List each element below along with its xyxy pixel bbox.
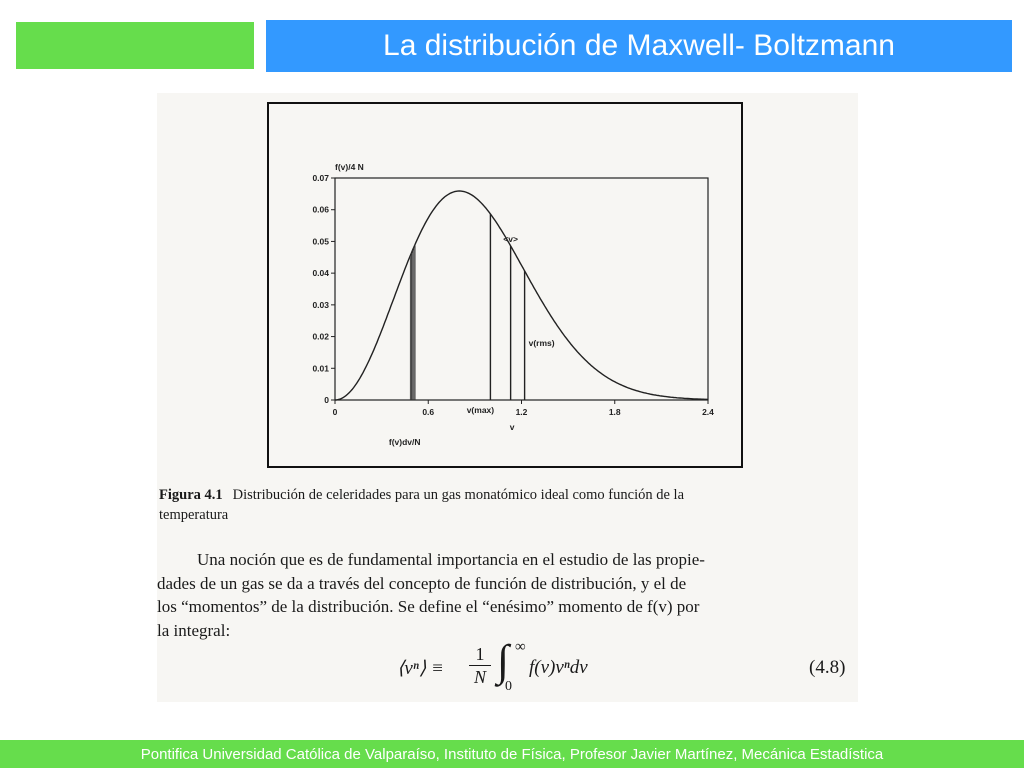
caption-line-2: temperatura xyxy=(159,507,229,523)
vmean-label: <v> xyxy=(503,233,518,244)
formula-rhs: f(v)vⁿdv xyxy=(529,657,588,678)
formula-numerator: 1 xyxy=(469,643,491,666)
footer-bar xyxy=(0,740,1024,768)
y-tick-label: 0.02 xyxy=(312,331,329,342)
body-paragraph xyxy=(157,548,705,642)
chart-frame xyxy=(268,103,742,467)
formula-lhs: ⟨vⁿ⟩ ≡ xyxy=(397,658,444,679)
title-bar xyxy=(266,20,1012,72)
y-tick-label: 0.01 xyxy=(312,363,329,374)
y-tick-label: 0.04 xyxy=(312,268,329,279)
equation-number: (4.8) xyxy=(809,657,846,678)
x-tick-label: 1.8 xyxy=(608,407,621,417)
scanned-page xyxy=(157,93,858,702)
distribution-curve xyxy=(335,191,708,400)
y-tick-label: 0.05 xyxy=(312,236,329,247)
paragraph-line-1: Una noción que es de fundamental importancia en el estudio de las propie- xyxy=(197,550,705,569)
slide-title: La distribución de Maxwell- Boltzmann xyxy=(383,29,895,62)
formula-fraction xyxy=(469,643,491,688)
moment-formula xyxy=(397,636,857,699)
x-tick-label: 2.4 xyxy=(702,407,714,417)
x-axis-label: v xyxy=(509,422,515,432)
green-accent-block xyxy=(16,22,254,69)
plot-area xyxy=(335,178,708,400)
paragraph-line-3: los “momentos” de la distribución. Se define el “enésimo” momento de f(v) por xyxy=(157,597,700,616)
integral-upper-limit: ∞ xyxy=(515,639,526,655)
y-tick-label: 0.03 xyxy=(312,299,329,310)
x-tick-label: 0 xyxy=(332,407,338,417)
footer-text: Pontifica Universidad Católica de Valparaíso, Instituto de Física, Profesor Javier Martínez, Mecánica Estadística xyxy=(140,745,884,763)
paragraph-line-4: la integral: xyxy=(157,620,231,640)
vmax-label: v(max) xyxy=(466,405,495,415)
strip-label: f(v)dv/N xyxy=(388,437,421,447)
integral-sign: ∫ xyxy=(497,636,510,685)
y-tick-label: 0.06 xyxy=(312,204,329,215)
figure-caption xyxy=(159,485,684,525)
x-tick-label: 0.6 xyxy=(422,407,435,417)
y-tick-label: 0 xyxy=(324,395,329,405)
caption-label: Figura 4.1 xyxy=(159,487,223,503)
y-tick-label: 0.07 xyxy=(312,173,329,183)
formula-denominator: N xyxy=(473,667,486,687)
caption-line-1: Distribución de celeridades para un gas monatómico ideal como función de la xyxy=(232,487,685,503)
maxwell-chart xyxy=(157,93,858,473)
paragraph-line-2: dades de un gas se da a través del concepto de función de distribución, y el de xyxy=(157,573,687,593)
y-axis-label: f(v)/4 N xyxy=(335,162,364,172)
vrms-label: v(rms) xyxy=(528,338,555,349)
integral-lower-limit: 0 xyxy=(505,679,512,694)
x-tick-label: 1.2 xyxy=(515,407,528,417)
